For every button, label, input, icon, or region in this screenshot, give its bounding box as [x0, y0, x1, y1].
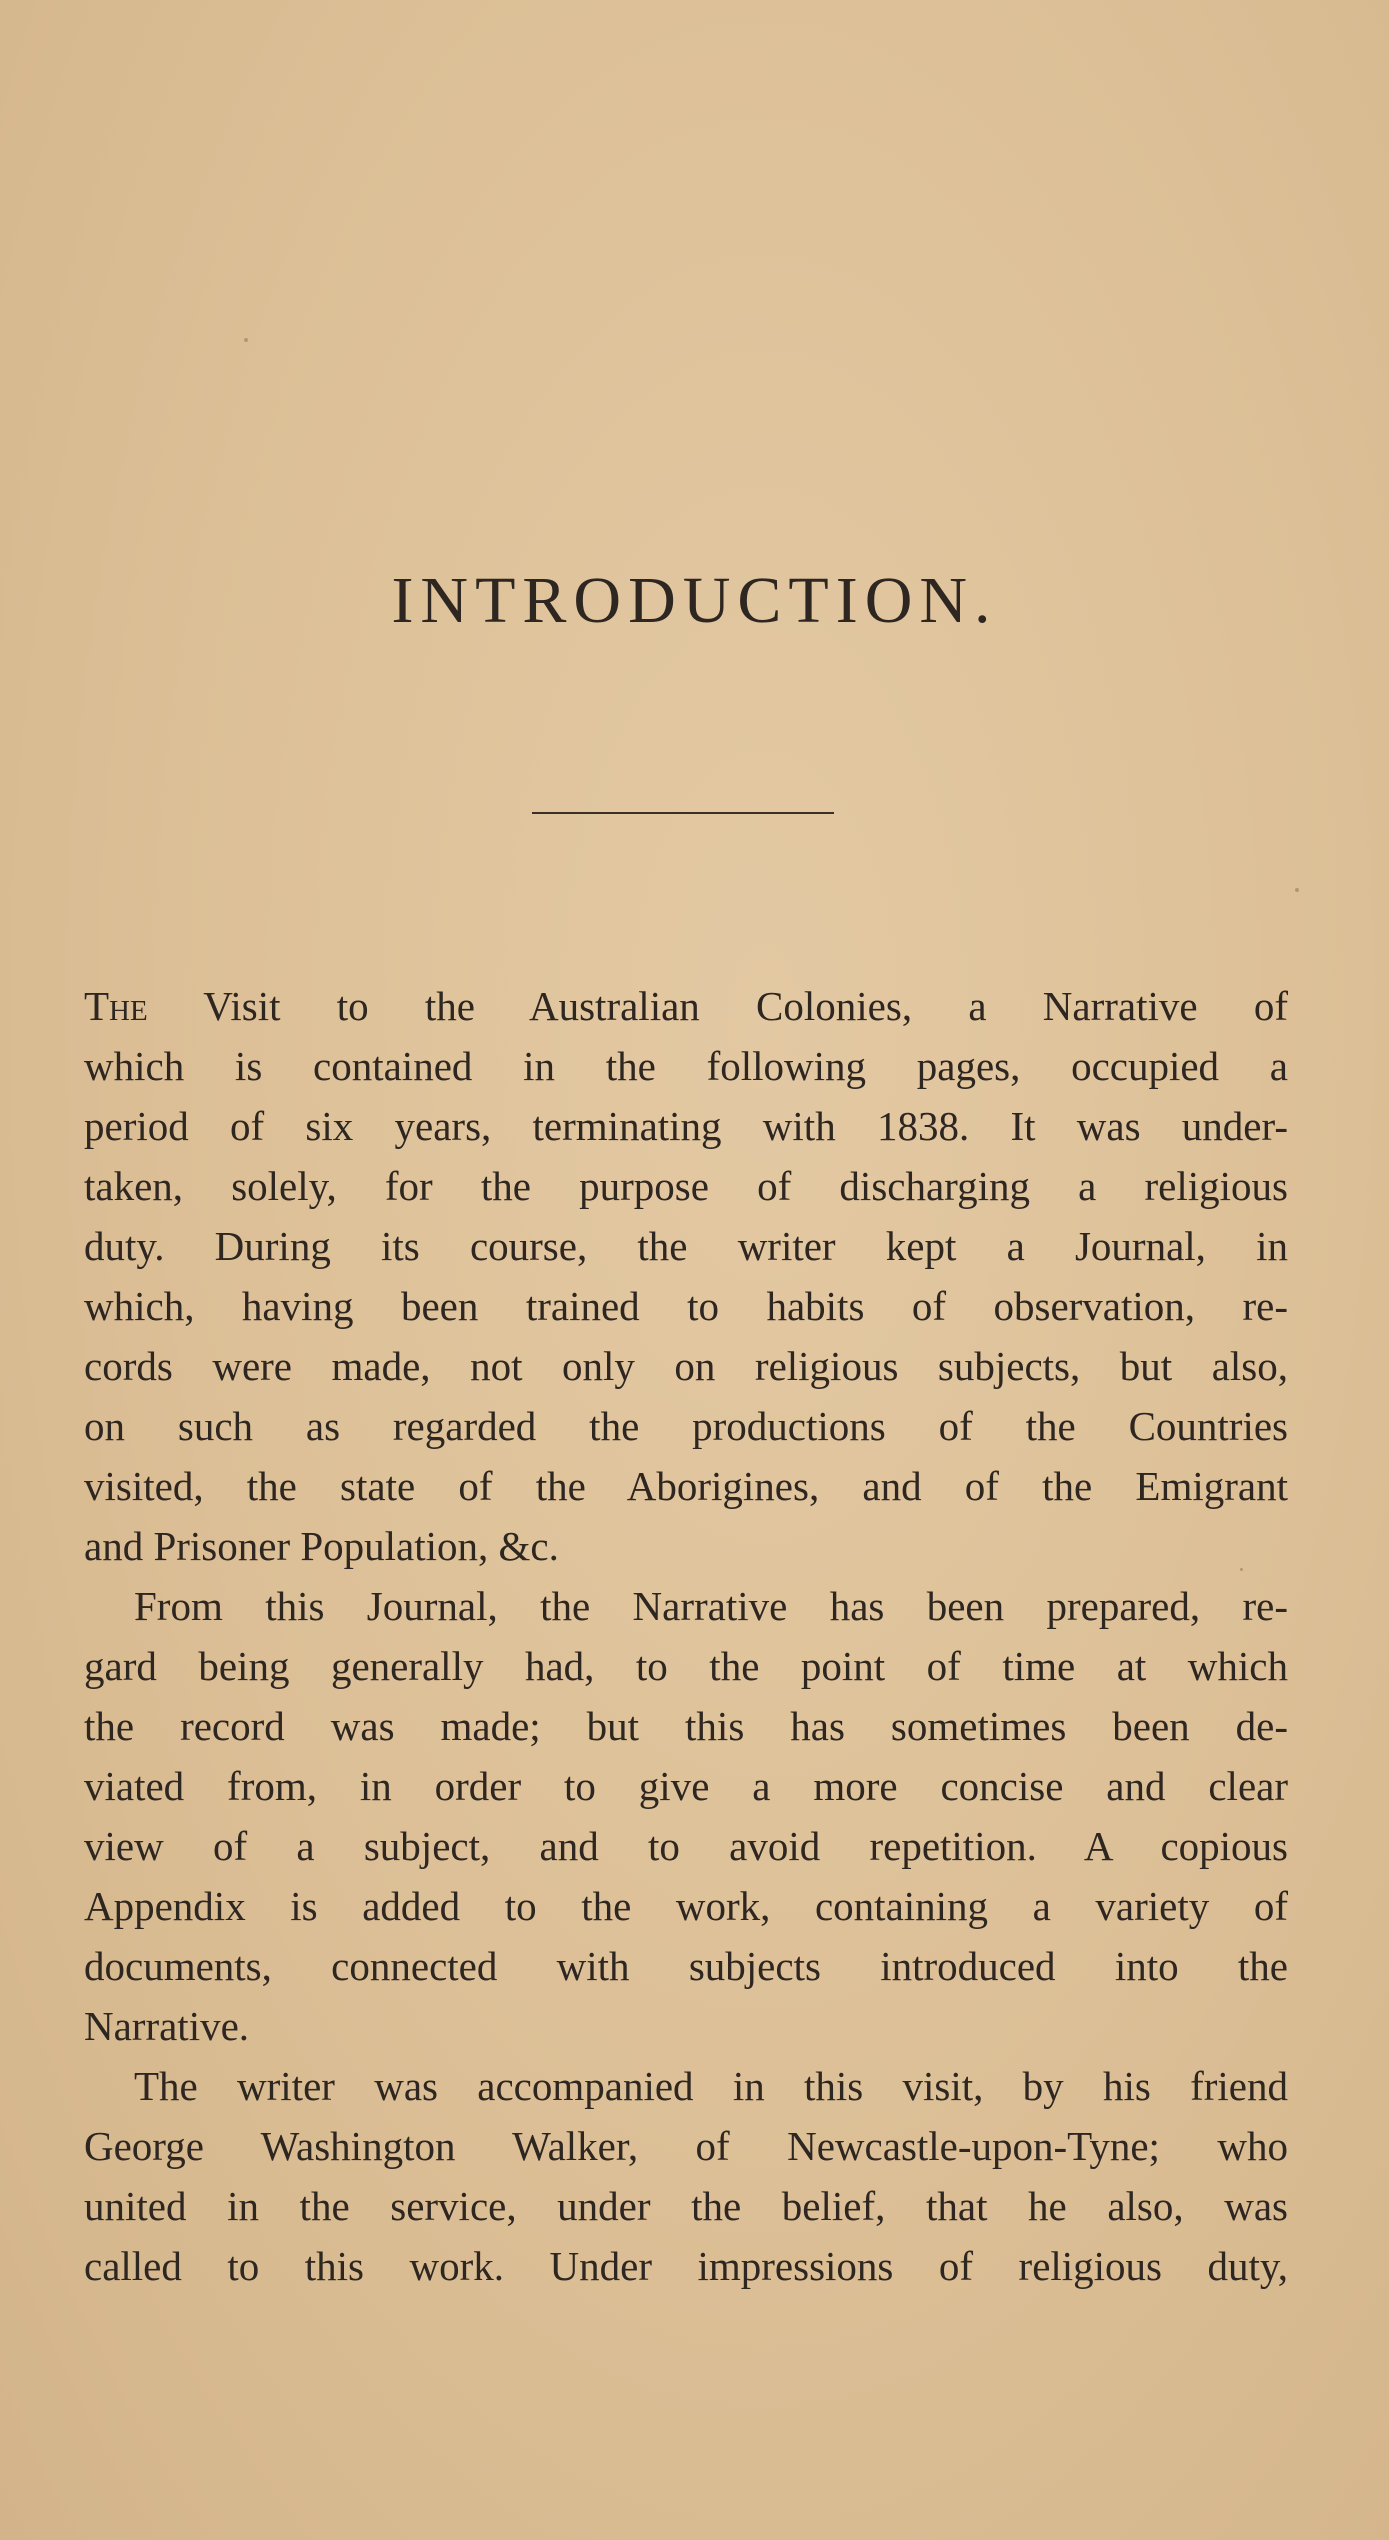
paper-speck	[1295, 888, 1299, 892]
text-line: which is contained in the following pages, occupied a	[84, 1043, 1288, 1089]
body-text	[84, 976, 1288, 2296]
text-line: Appendix is added to the work, containing a variety of	[84, 1883, 1288, 1929]
text-line: which, having been trained to habits of observation, re-	[84, 1283, 1288, 1329]
text-line: The writer was accompanied in this visit, by his friend	[134, 2063, 1288, 2109]
text-line: From this Journal, the Narrative has been prepared, re-	[134, 1583, 1288, 1629]
text-line: visited, the state of the Aborigines, and of the Emigrant	[84, 1463, 1288, 1509]
lead-word: The	[84, 983, 148, 1029]
text-line: taken, solely, for the purpose of discharging a religious	[84, 1163, 1288, 1209]
page-title: INTRODUCTION.	[391, 564, 998, 637]
text-line: view of a subject, and to avoid repetition. A copious	[84, 1823, 1288, 1869]
line-text: Visit to the Australian Colonies, a Narrative of	[147, 983, 1288, 1029]
text-line: duty. During its course, the writer kept a Journal, in	[84, 1223, 1288, 1269]
text-line: documents, connected with subjects introduced into the	[84, 1943, 1288, 1989]
title-divider	[532, 812, 834, 814]
text-line: on such as regarded the productions of the Countries	[84, 1403, 1288, 1449]
paper-speck	[244, 338, 248, 342]
text-line: called to this work. Under impressions of religious duty,	[84, 2243, 1288, 2289]
text-line: period of six years, terminating with 1838. It was under-	[84, 1103, 1288, 1149]
text-line: cords were made, not only on religious subjects, but also,	[84, 1343, 1288, 1389]
text-line: George Washington Walker, of Newcastle-upon-Tyne; who	[84, 2123, 1288, 2169]
paper-speck	[1240, 1568, 1243, 1571]
text-line: and Prisoner Population, &c.	[84, 1523, 559, 1569]
text-line	[84, 976, 1288, 1036]
text-line: united in the service, under the belief, that he also, was	[84, 2183, 1288, 2229]
text-line: gard being generally had, to the point of time at which	[84, 1643, 1288, 1689]
text-line: viated from, in order to give a more concise and clear	[84, 1763, 1288, 1809]
text-line: the record was made; but this has sometimes been de-	[84, 1703, 1288, 1749]
text-line: Narrative.	[84, 2003, 250, 2049]
